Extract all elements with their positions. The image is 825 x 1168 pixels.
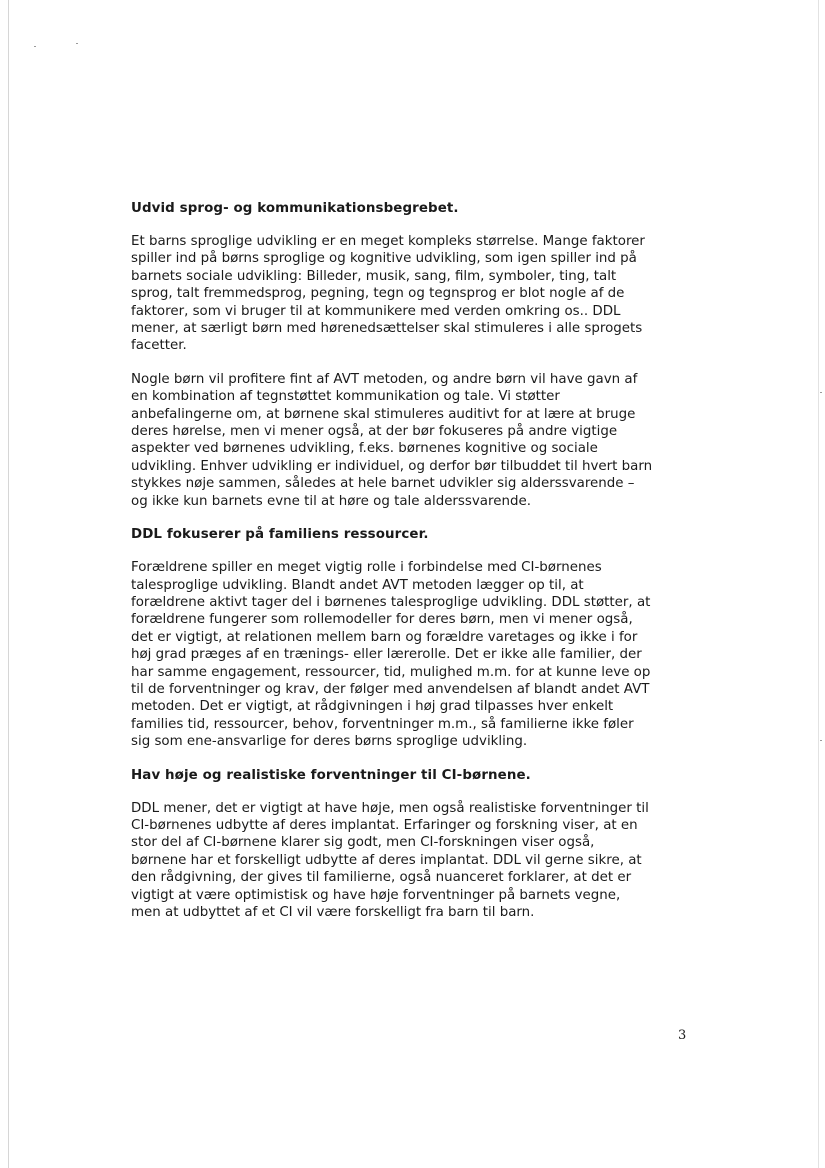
paragraph-line: har samme engagement, ressourcer, tid, mulighed m.m. for at kunne leve op [131,664,651,680]
paragraph-line: men at udbyttet af et CI vil være forskelligt fra barn til barn. [131,905,535,920]
scan-speck [820,740,822,741]
paragraph-line: aspekter ved børnenes udvikling, f.eks. børnenes kognitive og sociale [131,441,598,457]
paragraph-line: talesproglige udvikling. Blandt andet AVT metoden lægger op til, at [131,577,584,593]
scan-edge-left [8,0,9,1168]
paragraph-line: barnets sociale udvikling: Billeder, musik, sang, film, symboler, ting, talt [131,268,617,284]
paragraph-line: udvikling. Enhver udvikling er individuel, og derfor bør tilbuddet til hvert barn [131,458,653,474]
paragraph-line: sig som ene-ansvarlige for deres børns sproglige udvikling. [131,734,528,750]
section-heading: DDL fokuserer på familiens ressourcer. [131,527,429,543]
paragraph-line: høj grad præges af en trænings- eller lærerolle. Det er ikke alle familier, der [131,647,642,663]
paragraph-line: Et barns sproglige udvikling er en meget kompleks størrelse. Mange faktorer [131,234,645,249]
paragraph-line: børnene har et forskelligt udbytte af deres implantat. DDL vil gerne sikre, at [131,852,642,868]
paragraph [131,371,691,510]
paragraph-line: anbefalingerne om, at børnene skal stimuleres auditivt for at lære at bruge [131,406,636,422]
paragraph-line: Forældrene spiller en meget vigtig rolle i forbindelse med CI-børnenes [131,560,602,576]
document-body [131,200,691,937]
paragraph-line: CI-børnenes udbytte af deres implantat. Erfaringer og forskning viser, at en [131,817,638,833]
paragraph-line: den rådgivning, der gives til familierne, også nuanceret forklarer, at det er [131,870,632,886]
paragraph-line: mener, at særligt børn med hørenedsættelser skal stimuleres i alle sprogets [131,321,643,337]
paragraph-line: Nogle børn vil profitere fint af AVT metoden, og andre børn vil have gavn af [131,371,638,387]
section-heading: Hav høje og realistiske forventninger til CI-børnene. [131,767,531,783]
page-number: 3 [678,1028,687,1043]
paragraph-line: faktorer, som vi bruger til at kommunikere med verden omkring os.. DDL [131,303,621,319]
section-heading: Udvid sprog- og kommunikationsbegrebet. [131,201,459,216]
paragraph-line: forældrene aktivt tager del i børnenes talesproglige udvikling. DDL støtter, at [131,594,651,610]
paragraph-line: det er vigtigt, at relationen mellem barn og forældre varetages og ikke i for [131,629,638,645]
paragraph-line: og ikke kun barnets evne til at høre og tale alderssvarende. [131,493,531,509]
scan-edge-right [818,0,819,1168]
paragraph [131,800,691,922]
paragraph-line: til de forventninger og krav, der følger med anvendelsen af blandt andet AVT [131,681,650,697]
scan-speck [34,46,36,47]
paragraph-line: stykkes nøje sammen, således at hele barnet udvikler sig alderssvarende – [131,476,635,492]
paragraph-line: en kombination af tegnstøttet kommunikation og tale. Vi støtter [131,389,560,405]
paragraph-line: deres hørelse, men vi mener også, at der bør fokuseres på andre vigtige [131,424,618,440]
scan-speck [76,43,78,44]
scan-speck [820,392,822,393]
paragraph-line: vigtigt at være optimistisk og have høje forventninger på barnets vegne, [131,887,621,903]
paragraph-line: facetter. [131,338,187,354]
paragraph [131,233,691,355]
paragraph-line: metoden. Det er vigtigt, at rådgivningen i høj grad tilpasses hver enkelt [131,699,614,715]
paragraph-line: sprog, talt fremmedsprog, pegning, tegn og tegnsprog er blot nogle af de [131,286,625,302]
paragraph-line: spiller ind på børns sproglige og kognitive udvikling, som igen spiller ind på [131,251,637,267]
paragraph-line: families tid, ressourcer, behov, forventninger m.m., så familierne ikke føler [131,716,634,732]
paragraph-line: DDL mener, det er vigtigt at have høje, men også realistiske forventninger til [131,800,649,816]
paragraph-line: stor del af CI-børnene klarer sig godt, men CI-forskningen viser også, [131,835,595,851]
paragraph [131,559,691,750]
paragraph-line: forældrene fungerer som rollemodeller for deres børn, men vi mener også, [131,612,633,628]
